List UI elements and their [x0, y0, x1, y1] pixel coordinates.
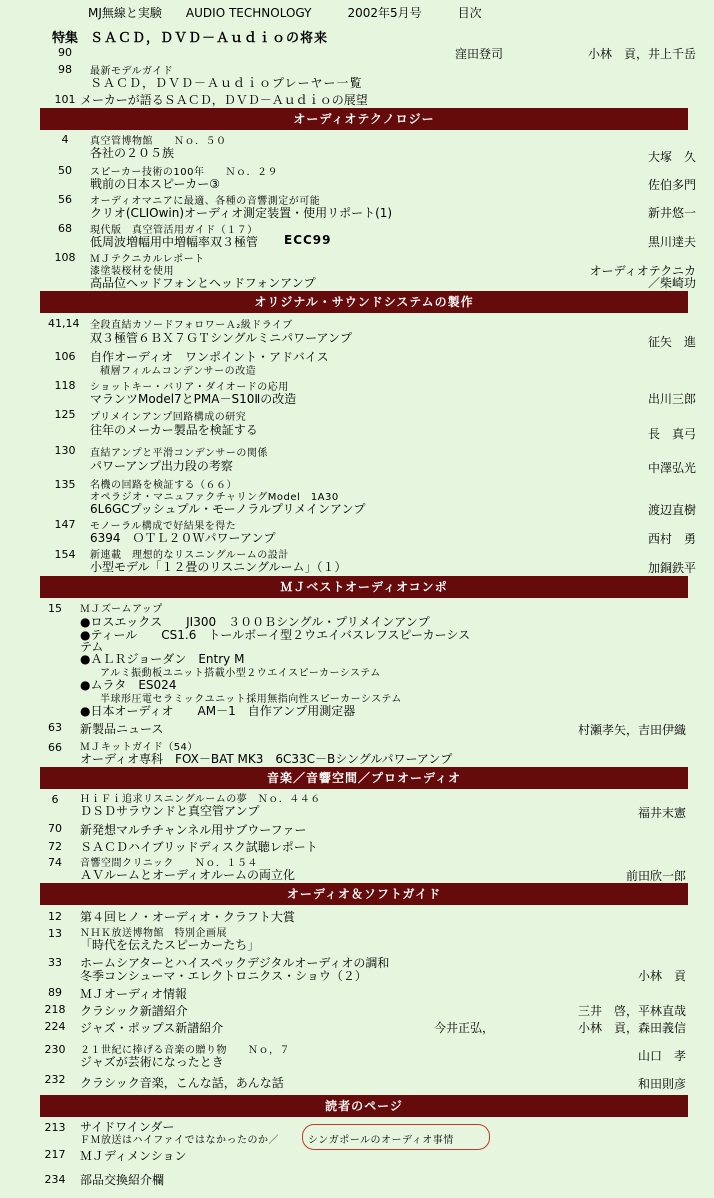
- page-number: 13: [48, 927, 62, 940]
- page-number: 41,14: [48, 317, 80, 330]
- page-number: 72: [48, 840, 62, 853]
- entry-subtitle: ＮＨＫ放送博物館 特別企画展: [80, 928, 227, 939]
- entry-subtitle: 積層フィルムコンデンサーの改造: [100, 366, 257, 377]
- author: オーディオテクニカ: [589, 264, 696, 278]
- entry-title: 第４回ヒノ・オーディオ・クラフト大賞: [80, 910, 295, 924]
- entry-title: パワーアンプ出力段の考察: [90, 459, 233, 473]
- entry-title: 低周波増幅用中増幅率双３極管: [90, 235, 259, 249]
- page-number: 147: [54, 518, 76, 531]
- entry-title: 戦前の日本スピーカー③: [90, 177, 221, 191]
- page-number: 15: [48, 602, 62, 615]
- entry-title-model: ECC99: [284, 233, 332, 247]
- author: 大塚 久: [647, 150, 696, 164]
- author: 山口 孝: [637, 1049, 686, 1063]
- author: 出川三郎: [647, 392, 696, 406]
- entry-subtitle: モノーラル構成で好結果を得た: [90, 521, 237, 532]
- feature-title: ＳＡＣＤ，ＤＶＤ－Ａｕｄｉｏの将来: [90, 31, 329, 46]
- entry-title: ＡＶルームとオーディオルームの両立化: [80, 868, 296, 882]
- page-number: 6: [51, 793, 59, 806]
- magazine-name: MJ無線と実験: [88, 6, 162, 20]
- list-item: ●日本オーディオ AM－1 自作アンプ用測定器: [80, 704, 356, 718]
- toc-label: 目次: [457, 6, 482, 20]
- entry-subtitle-2: オペラジオ・マニュファクチャリングModel 1A30: [90, 492, 339, 503]
- list-item: ●ＡＬＲジョーダン Entry M: [80, 652, 245, 666]
- list-item: ●ロスエックス JI300 ３００Ｂシングル・プリメインアンプ: [80, 615, 430, 629]
- author: 新井悠一: [647, 206, 696, 220]
- section-header-original: オリジナル・サウンドシステムの製作: [40, 291, 688, 313]
- author: 黒川達夫: [647, 235, 696, 249]
- author: 西村 勇: [647, 532, 696, 546]
- author: 小林 貢，井上千岳: [587, 47, 696, 61]
- entry-subtitle: 新連載 理想的なリスニングルームの設計: [90, 550, 289, 561]
- entry-subtitle: オーディオマニアに最適、各種の音響測定が可能: [90, 196, 321, 207]
- entry-title: ジャズ・ポップス新譜紹介: [80, 1021, 224, 1035]
- page-number: 50: [58, 164, 72, 177]
- entry-title: ＳＡＣＤ，ＤＶＤ－Ａｕｄｉｏプレーヤー一覧: [90, 76, 363, 90]
- entry-subtitle: スピーカー技術の100年 Ｎｏ．２９: [90, 167, 278, 178]
- author: 渡辺直樹: [647, 503, 696, 517]
- issue-date: 2002年5月号: [347, 6, 422, 20]
- entry-subtitle: ショットキー・バリア・ダイオードの応用: [90, 382, 289, 393]
- page-number: 217: [44, 1148, 66, 1161]
- page-number: 63: [48, 721, 62, 734]
- author: 征矢 進: [647, 335, 696, 349]
- section-header-readers: 読者のページ: [40, 1095, 688, 1117]
- author: 前田欣一郎: [625, 869, 686, 883]
- page-number: 33: [48, 956, 62, 969]
- entry-title: ＭＪオーディオ情報: [80, 987, 188, 1001]
- page-number: 118: [54, 379, 76, 392]
- page-number: 230: [44, 1043, 66, 1056]
- page-number: 74: [48, 856, 62, 869]
- entry-title: 往年のメーカー製品を検証する: [90, 423, 258, 437]
- author: 和田則彦: [637, 1077, 686, 1091]
- section-header-audio-soft: オーディオ＆ソフトガイド: [40, 883, 688, 905]
- entry-subtitle: 名機の回路を検証する（６６）: [90, 480, 237, 491]
- magazine-subtitle: AUDIO TECHNOLOGY: [185, 6, 312, 20]
- entry-title: 新製品ニュース: [80, 722, 164, 736]
- entry-title: マランツModel7とPMA－S10Ⅱの改造: [90, 392, 297, 406]
- entry-subtitle: ＭＪテクニカルレポート: [90, 254, 205, 265]
- page-number: 101: [54, 93, 76, 106]
- entry-title: オーディオ専科 FOX－BAT MK3 6C33C－Bシングルパワーアンプ: [80, 752, 453, 766]
- page-number: 106: [54, 350, 76, 363]
- entry-subtitle: プリメインアンプ回路構成の研究: [90, 412, 247, 423]
- author: 中澤弘光: [647, 461, 696, 475]
- entry-title: 自作オーディオ ワンポイント・アドバイス: [90, 350, 329, 364]
- entry-subtitle: ＦＭ放送はハイファイではなかったのか／: [80, 1135, 279, 1146]
- page-number: 218: [44, 1003, 66, 1016]
- author: 村瀬孝矢，吉田伊織: [577, 723, 686, 737]
- page-number: 68: [58, 222, 72, 235]
- list-item: テム: [80, 640, 104, 654]
- entry-title: 部品交換紹介欄: [80, 1173, 165, 1187]
- page-number: 232: [44, 1073, 66, 1086]
- page-number: 234: [44, 1173, 66, 1186]
- entry-title: クリオ(CLIOwin)オーディオ測定装置・使用リポート(1): [90, 206, 393, 220]
- page-number: 66: [48, 741, 62, 754]
- entry-title: 高品位ヘッドフォンとヘッドフォンアンプ: [90, 276, 316, 290]
- page-number: 12: [48, 910, 62, 923]
- page-number: 90: [58, 46, 72, 59]
- entry-subtitle: 最新モデルガイド: [90, 66, 174, 77]
- page-number: 89: [48, 986, 62, 999]
- author: 福井末憲: [637, 806, 686, 820]
- entry-title: ＳＡＣＤハイブリッドディスク試聴レポート: [80, 840, 318, 854]
- entry-title: 「時代を伝えたスピーカーたち」: [80, 938, 260, 952]
- entry-title: ＭＪディメンション: [80, 1149, 187, 1163]
- page-number: 125: [54, 408, 76, 421]
- entry-subtitle: ２１世紀に捧げる音楽の贈り物 Ｎｏ，７: [80, 1045, 290, 1056]
- entry-subtitle: ＨｉＦｉ追求リスニングルームの夢 Ｎｏ．４４６: [80, 794, 321, 805]
- entry-subtitle: 音響空間クリニック Ｎｏ．１５４: [80, 858, 258, 869]
- entry-subtitle: ＭＪキットガイド（54）: [80, 742, 198, 753]
- entry-title: 各社の２０５族: [90, 146, 175, 160]
- author: 今井正弘，: [434, 1021, 495, 1035]
- author-2: ／柴崎功: [647, 276, 696, 290]
- author: 小林 貢: [637, 969, 686, 983]
- entry-subtitle: 現代版 真空管活用ガイド（１７）: [90, 225, 258, 236]
- page-number: 154: [54, 548, 76, 561]
- entry-subtitle-highlight: シンガポールのオーディオ事情: [308, 1135, 454, 1146]
- entry-title: クラシック新譜紹介: [80, 1004, 188, 1018]
- list-item: アルミ振動板ユニット搭載小型２ウエイスピーカーシステム: [100, 668, 381, 679]
- page-number: 108: [54, 251, 76, 264]
- page-number: 135: [54, 478, 76, 491]
- entry-title: 双３極管６ＢＸ７ＧＴシングルミニパワーアンプ: [90, 331, 353, 345]
- page-number: 130: [54, 444, 76, 457]
- author: 佐伯多門: [647, 178, 696, 192]
- entry-title: クラシック音楽，こんな話，あんな話: [80, 1076, 284, 1090]
- entry-subtitle: 全段直結カソードフォロワーＡ₂級ドライブ: [90, 320, 293, 331]
- entry-subtitle: 真空管博物館 Ｎｏ．５０: [90, 136, 227, 147]
- page-number: 56: [58, 193, 72, 206]
- entry-title: ＤＳＤサラウンドと真空管アンプ: [80, 804, 260, 818]
- page-number: 213: [44, 1121, 66, 1134]
- section-header-audio-tech: オーディオテクノロジー: [40, 108, 688, 130]
- entry-subtitle: 直結アンプと平滑コンデンサーの関係: [90, 448, 268, 459]
- author: 長 真弓: [647, 427, 696, 441]
- entry-title: 6394 ＯＴＬ２０Ｗパワーアンプ: [90, 531, 276, 545]
- page-number: 70: [48, 822, 62, 835]
- author: 小林 貢，森田義信: [577, 1021, 686, 1035]
- page-number: 224: [44, 1020, 66, 1033]
- page-number: 4: [61, 133, 69, 146]
- author: 加銅鉄平: [647, 561, 696, 575]
- list-item: ●ティール CS1.6 トールボーイ型２ウエイバスレフスピーカーシス: [80, 628, 471, 642]
- entry-subtitle-2: 漆塗装桜材を使用: [90, 266, 174, 277]
- entry-title: 新発想マルチチャンネル用サブウーファー: [80, 823, 307, 837]
- entry-title: メーカーが語るＳＡＣＤ，ＤＶＤ－Ａｕｄｉｏの展望: [80, 93, 368, 107]
- page-header: [88, 4, 482, 21]
- author: 三井 啓，平林直哉: [577, 1004, 686, 1018]
- feature-tag: 特集: [52, 31, 79, 46]
- entry-subtitle: ＭＪズームアップ: [80, 604, 163, 615]
- entry-subtitle: 冬季コンシューマ・エレクトロニクス・ショウ（２）: [80, 969, 367, 983]
- page-number: 98: [58, 63, 72, 76]
- section-header-music: 音楽／音響空間／プロオーディオ: [40, 767, 688, 789]
- entry-title: サイドワインダー: [80, 1120, 175, 1134]
- entry-title: ジャズが芸術になったとき: [80, 1055, 224, 1069]
- list-item: 半球形圧電セラミックユニット採用無指向性スピーカーシステム: [100, 694, 402, 705]
- section-header-mj-best: ＭＪベストオーディオコンポ: [40, 576, 688, 598]
- list-item: ●ムラタ ES024: [80, 678, 177, 692]
- author: 窪田登司: [455, 47, 504, 61]
- entry-title: 小型モデル「１２畳のリスニングルーム」（１）: [90, 560, 347, 574]
- entry-title: 6L6GCプッシュプル・モーノラルプリメインアンプ: [90, 502, 366, 516]
- entry-title: ホームシアターとハイスペックデジタルオーディオの調和: [80, 956, 390, 970]
